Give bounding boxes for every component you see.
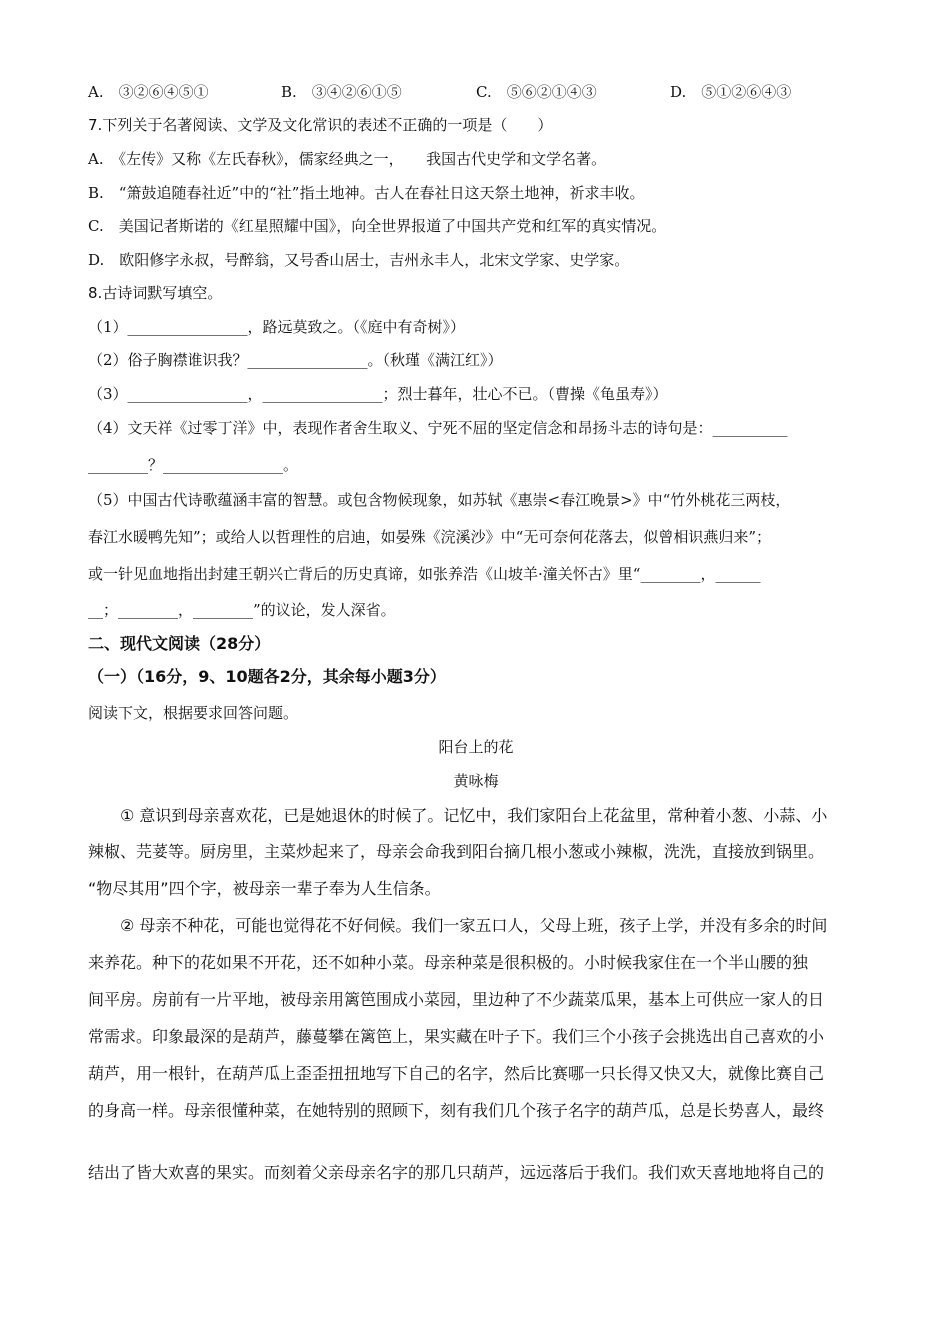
q7-stem-text: 下列关于名著阅读、文学及文化常识的表述不正确的一项是（ ） (102, 116, 553, 134)
q7-option-d: D. 欧阳修字永叔，号醉翁，又号香山居士，吉州永丰人，北宋文学家、史学家。 (88, 251, 630, 269)
article-p1-line1: ① 意识到母亲喜欢花，已是她退休的时候了。记忆中，我们家阳台上花盆里，常种着小葱、小蒜、小 (120, 806, 828, 825)
q8-sub-1: （1）________________，路远莫致之。（《庭中有奇树》） (88, 318, 466, 336)
q6-option-b: B. ③④②⑥①⑤ (281, 83, 402, 101)
q8-number: 8. (88, 284, 103, 302)
article-p2-line4: 常需求。印象最深的是葫芦，藤蔓攀在篱笆上，果实藏在叶子下。我们三个小孩子会挑选出自己喜欢的小 (88, 1027, 825, 1046)
q8-stem-text: 古诗词默写填空。 (102, 284, 223, 302)
article-p2-line5: 葫芦，用一根针，在葫芦瓜上歪歪扭扭地写下自己的名字，然后比赛哪一只长得又快又大，就像比赛自己 (88, 1064, 825, 1083)
q8-sub-2: （2）俗子胸襟谁识我？________________。（秋瑾《满江红》） (88, 351, 503, 369)
article-p2-line1: ② 母亲不种花，可能也觉得花不好伺候。我们一家五口人，父母上班，孩子上学，并没有多余的时间 (120, 916, 828, 935)
q6-option-a: A. ③②⑥④⑤① (88, 83, 209, 101)
reading-instruction: 阅读下文，根据要求回答问题。 (88, 704, 299, 722)
part-heading: （一）（16分，9、10题各2分，其余每小题3分） (88, 667, 446, 686)
q7-option-b: B. “箫鼓追随春社近”中的“社”指土地神。古人在春社日这天祭土地神，祈求丰收。 (88, 184, 645, 202)
q6-option-d: D. ⑤①②⑥④③ (670, 83, 792, 101)
article-p2-line7: 结出了皆大欢喜的果实。而刻着父亲母亲名字的那几只葫芦，远远落后于我们。我们欢天喜地地将自己的 (88, 1163, 825, 1182)
article-author: 黄咏梅 (453, 772, 499, 790)
q8-sub-5-line1: （5）中国古代诗歌蕴涵丰富的智慧。或包含物候现象，如苏轼《惠崇<春江晚景>》中“竹外桃花三两枝， (88, 491, 791, 509)
q8-sub-5-line3: 或一针见血地指出封建王朝兴亡背后的历史真谛，如张养浩《山坡羊·潼关怀古》里“________，______ (88, 565, 761, 583)
q8-sub-5-line4: __；________，________”的议论，发人深省。 (88, 601, 396, 619)
article-p1-line2: 辣椒、芫荽等。厨房里，主菜炒起来了，母亲会命我到阳台摘几根小葱或小辣椒，洗洗，直接放到锅里。 (88, 842, 825, 861)
q8-sub-4-line2: ________？________________。 (88, 456, 299, 474)
article-p1-line3: “物尽其用”四个字，被母亲一辈子奉为人生信条。 (88, 879, 441, 898)
article-title: 阳台上的花 (438, 738, 514, 756)
q8-sub-5-line2: 春江水暖鸭先知”；或给人以哲理性的启迪，如晏殊《浣溪沙》中“无可奈何花落去，似曾相识燕归来”； (88, 528, 772, 546)
article-p2-line6: 的身高一样。母亲很懂种菜，在她特别的照顾下，刻有我们几个孩子名字的葫芦瓜，总是长势喜人，最终 (88, 1101, 825, 1120)
q7-option-c: C. 美国记者斯诺的《红星照耀中国》，向全世界报道了中国共产党和红军的真实情况。 (88, 217, 667, 235)
q6-option-c: C. ⑤⑥②①④③ (476, 83, 597, 101)
q7-number: 7. (88, 116, 103, 134)
q7-stem (88, 115, 864, 135)
q8-stem (88, 283, 864, 303)
q8-sub-3: （3）________________，________________；烈士暮年，壮心不已。（曹操《龟虽寿》） (88, 385, 668, 403)
article-p2-line2: 来养花。种下的花如果不开花，还不如种小菜。母亲种菜是很积极的。小时候我家住在一个半山腰的独 (88, 953, 809, 972)
q8-sub-4-line1: （4）文天祥《过零丁洋》中，表现作者舍生取义、宁死不屈的坚定信念和昂扬斗志的诗句是：__________ (88, 419, 788, 437)
section-title: 二、现代文阅读（28分） (88, 634, 271, 653)
q7-option-a: A. 《左传》又称《左氏春秋》，儒家经典之一， 我国古代史学和文学名著。 (88, 150, 607, 168)
article-p2-line3: 间平房。房前有一片平地，被母亲用篱笆围成小菜园，里边种了不少蔬菜瓜果，基本上可供应一家人的日 (88, 990, 825, 1009)
